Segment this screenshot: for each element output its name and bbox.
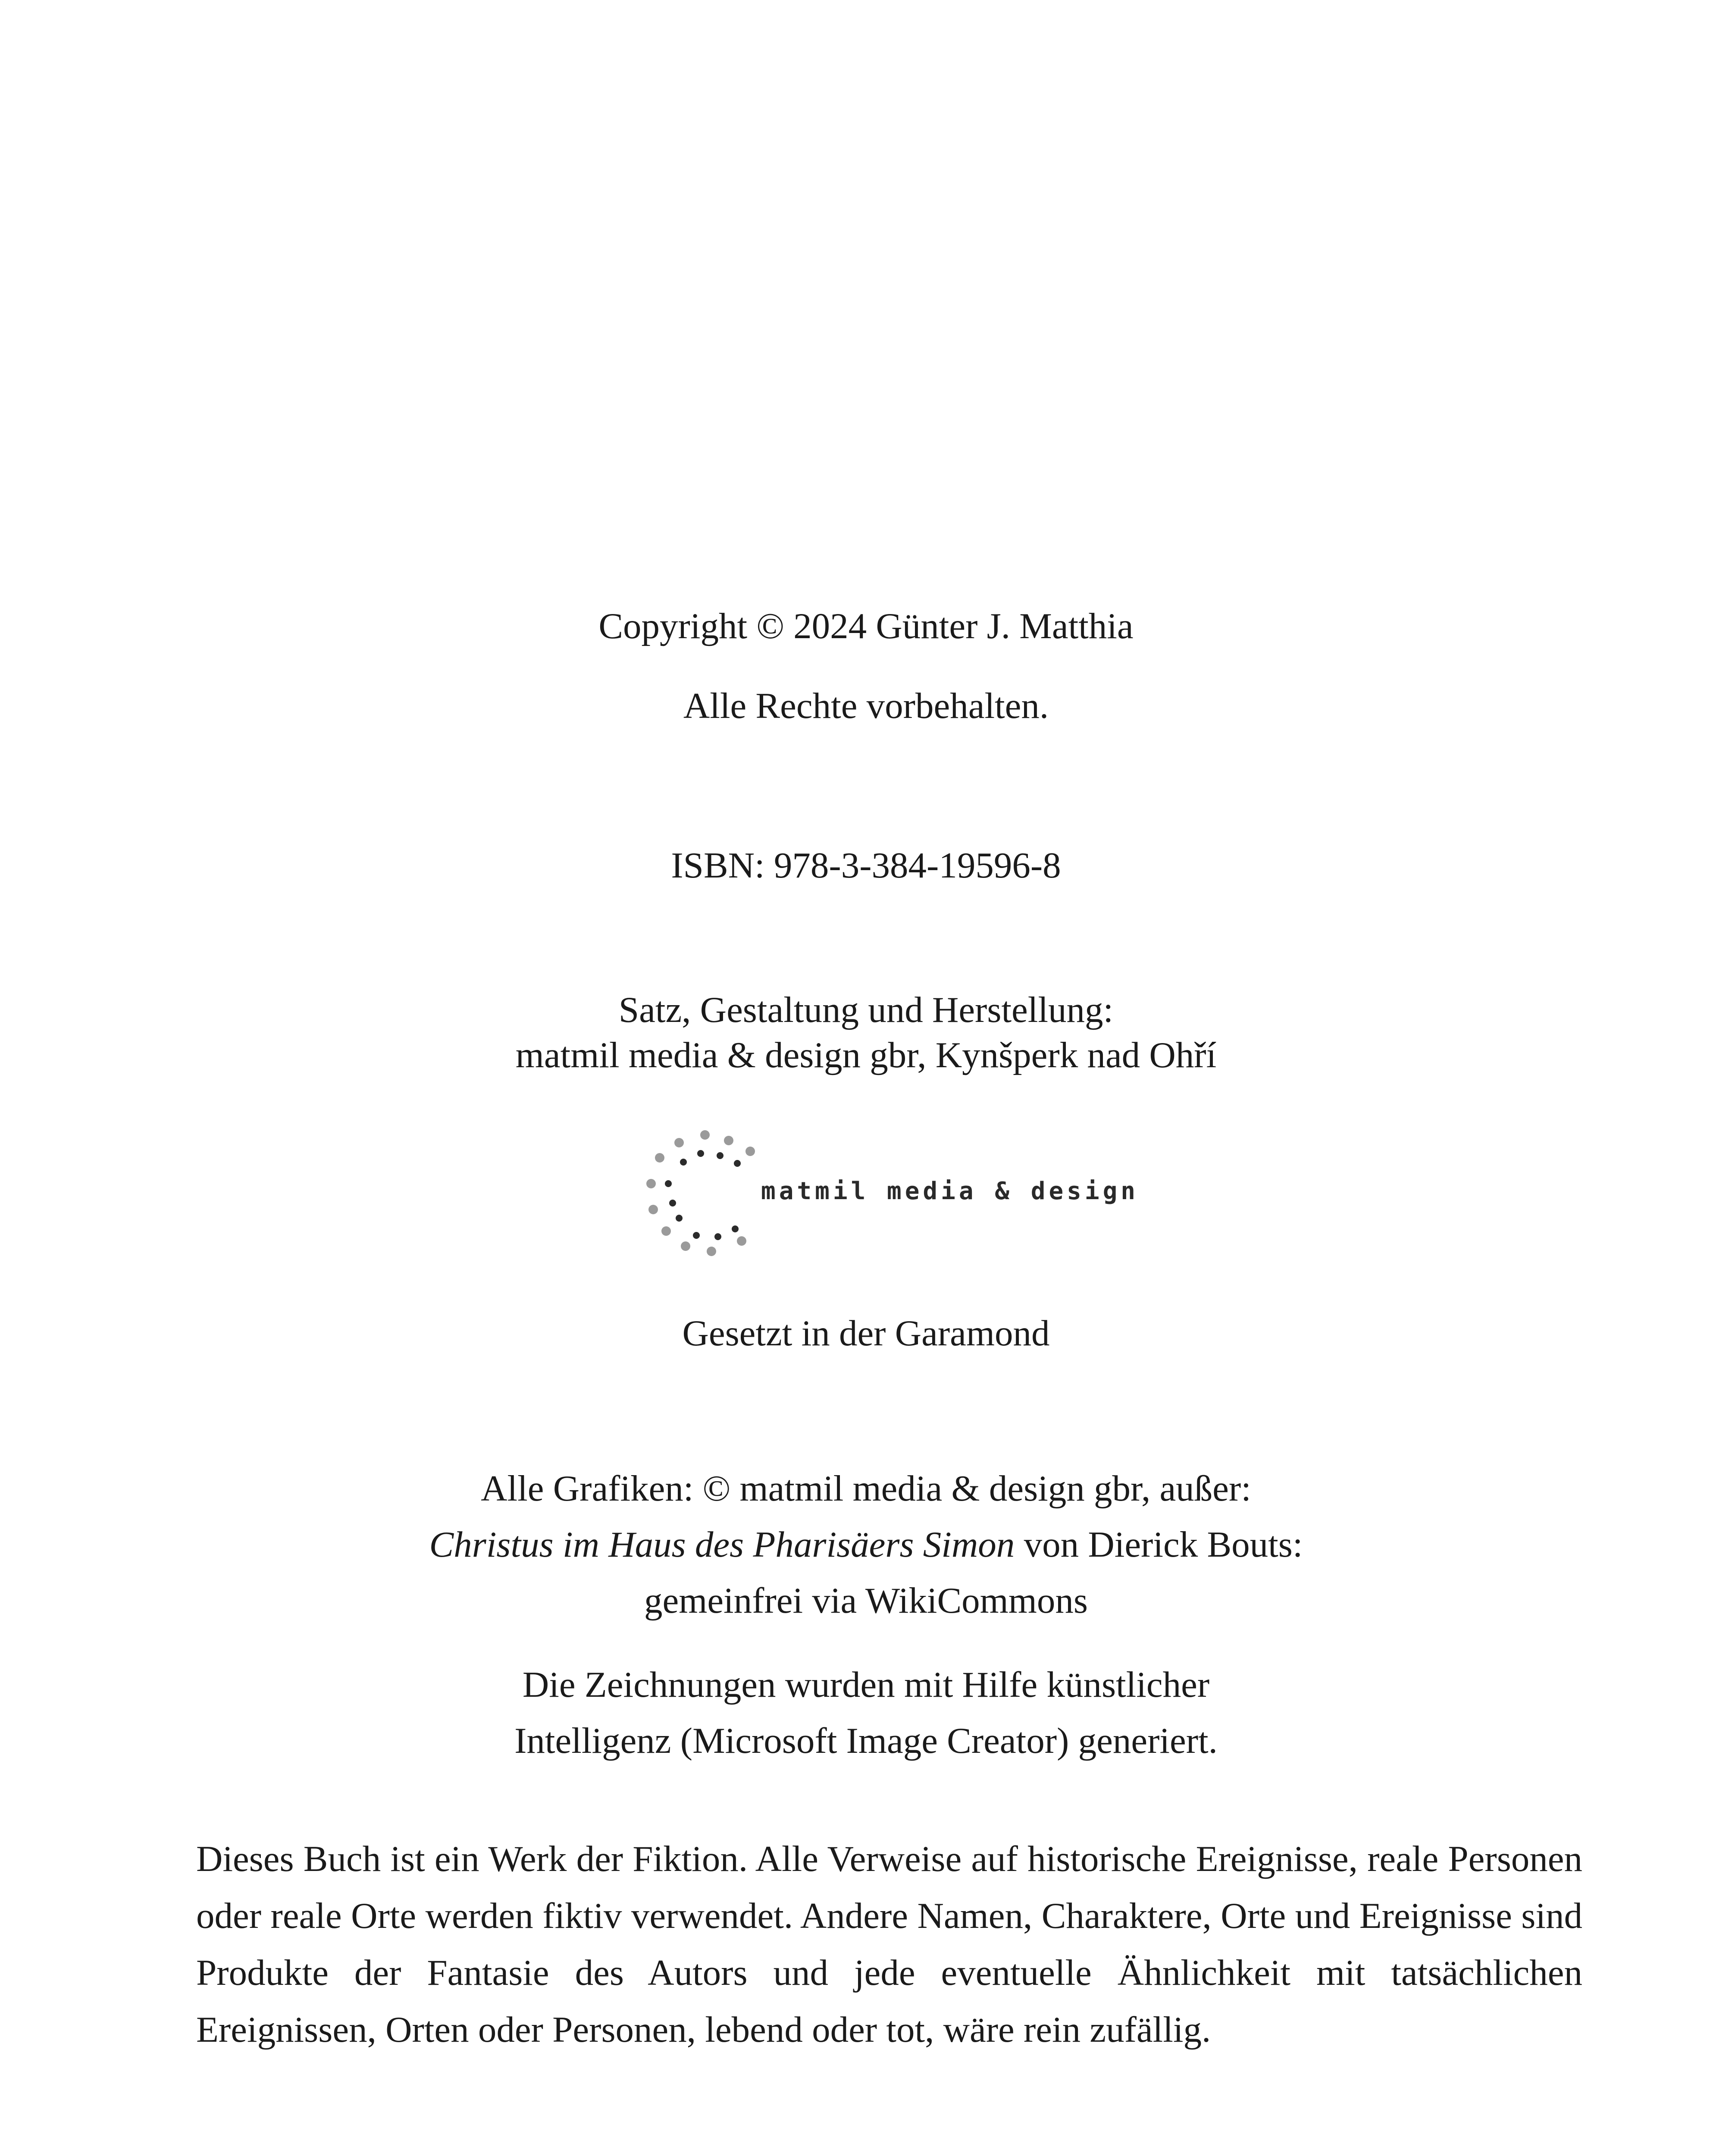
- production-company: matmil media & design gbr, Kynšperk nad Ohří: [515, 1035, 1217, 1075]
- ai-note-line-2: Intelligenz (Microsoft Image Creator) generiert.: [514, 1720, 1218, 1761]
- ai-note-line-1: Die Zeichnungen wurden mit Hilfe künstlicher: [522, 1664, 1210, 1705]
- production-label: Satz, Gestaltung und Herstellung:: [618, 990, 1114, 1030]
- isbn: ISBN: 978-3-384-19596-8: [671, 845, 1061, 886]
- typeset-note: Gesetzt in der Garamond: [682, 1313, 1050, 1354]
- graphics-credit: Alle Grafiken: © matmil media & design gbr, außer:: [481, 1468, 1251, 1509]
- copyright-line: Copyright © 2024 Günter J. Matthia: [598, 606, 1134, 646]
- artwork-title: Christus im Haus des Pharisäers Simon: [429, 1524, 1015, 1565]
- artwork-credit: [0, 1526, 1732, 1563]
- public-domain-note: gemeinfrei via WikiCommons: [644, 1580, 1088, 1621]
- fiction-disclaimer: Dieses Buch ist ein Werk der Fiktion. Alle Verweise auf historische Ereignisse, reale Personen oder reale Orte werden fiktiv verwendet. Andere Namen, Charaktere, Orte und Ereignisse sind Produkte der Fantasie des Autors und jede eventuelle Ähnlichkeit mit tatsächlichen Ereignissen, Orten oder Personen, lebend oder tot, wäre rein zufällig.: [196, 1839, 1582, 2050]
- logo-wordmark: matmil media & design: [761, 1177, 1139, 1205]
- artwork-artist: von Dierick Bouts:: [1015, 1524, 1303, 1565]
- logo-dots: [646, 1130, 755, 1256]
- rights-reserved: Alle Rechte vorbehalten.: [683, 686, 1049, 726]
